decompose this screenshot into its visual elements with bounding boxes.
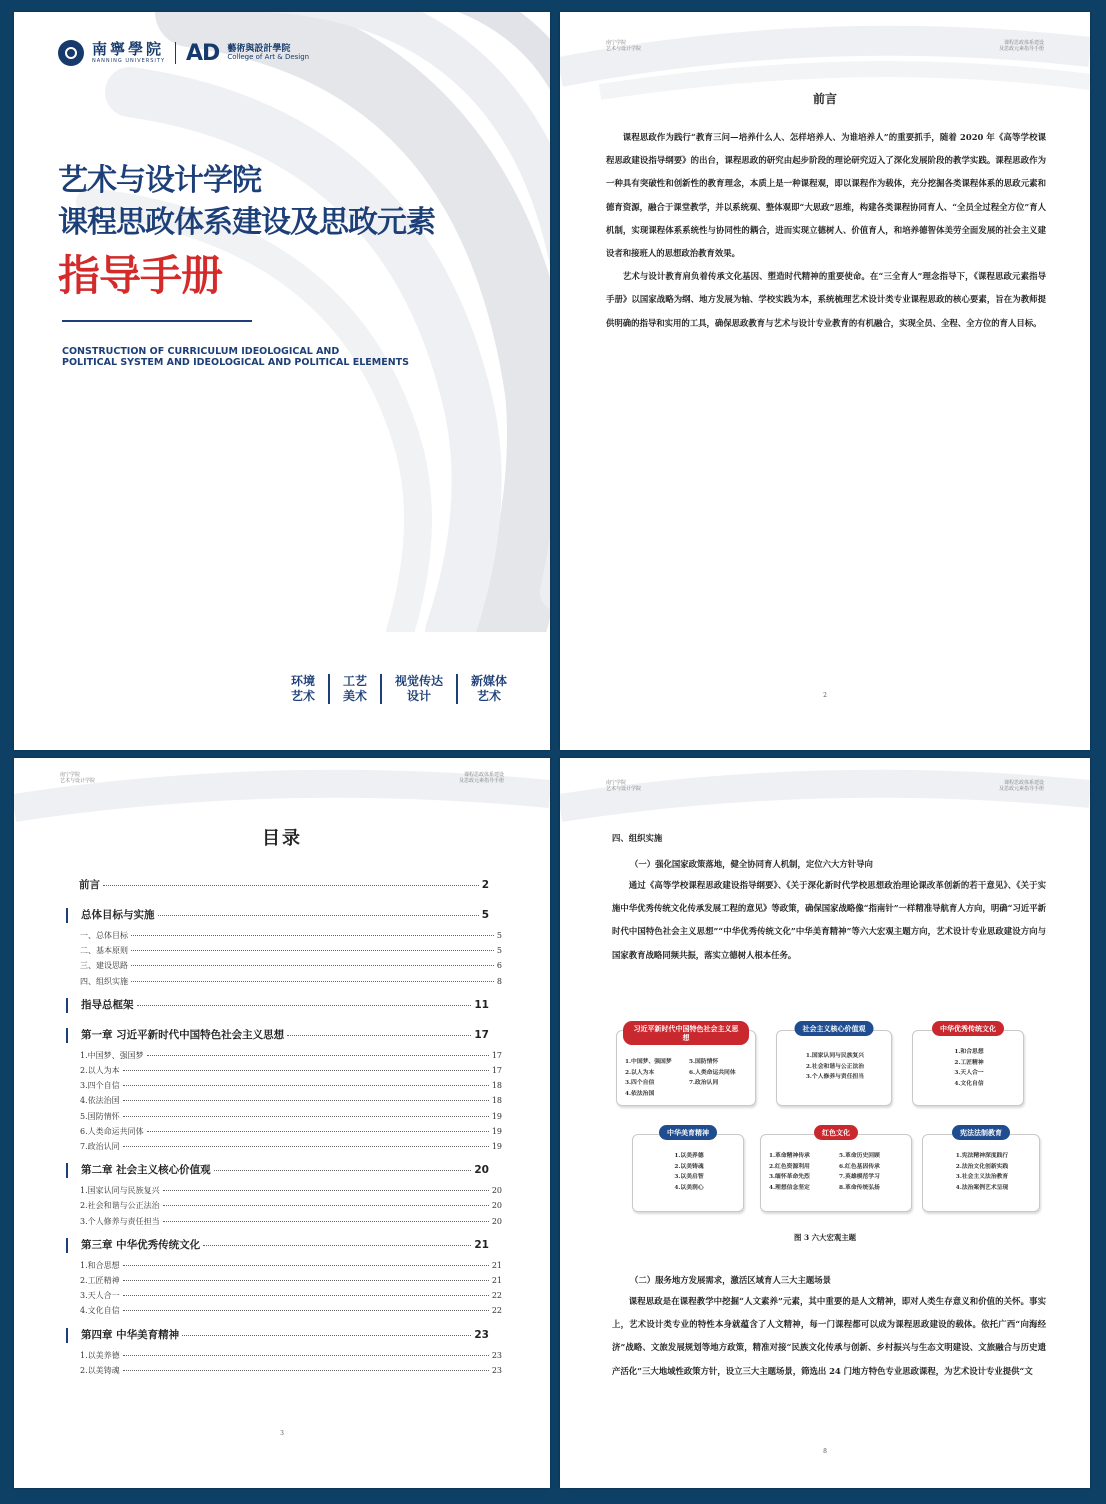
theme-item: 5.革命历史回顾 (839, 1153, 880, 1159)
header-text: 艺术与设计学院 (606, 46, 642, 52)
cover-english-line-1: CONSTRUCTION OF CURRICULUM IDEOLOGICAL AND (62, 346, 340, 357)
toc-entry-title: 2.工匠精神 (80, 1276, 120, 1286)
major-item (380, 674, 456, 704)
toc-page (14, 758, 550, 1488)
toc-leader-dots (147, 1055, 489, 1056)
toc-entry-page: 2 (481, 879, 489, 891)
body-paragraph: 通过《高等学校课程思政建设指导纲要》、《关于深化新时代学校思想政治理论课改革创新的若干意见》、《关于实施中华优秀传统文化传承发展工程的意见》等政策，确保国家战略像“指南针”一样精准导航育人方向，明确“习近平新时代中国特色社会主义思想”“中华优秀传统文化”中华美育精神”等六大宏观主题方向，艺术设计专业思政建设方向与国家教育战略同频共振，落实立德树人根本任务。 (612, 880, 1046, 960)
running-header-right (999, 780, 1044, 792)
toc-entry-page: 18 (491, 1096, 502, 1106)
theme-item (689, 1089, 749, 1100)
toc-entry[interactable] (66, 974, 502, 989)
page-number: 3 (280, 1430, 284, 1437)
toc-entry-title: 3.四个自信 (80, 1081, 120, 1091)
toc-leader-dots (163, 1205, 489, 1206)
toc-entry-title: 第三章 中华优秀传统文化 (81, 1238, 201, 1251)
theme-item: 2.红色资源利用 (769, 1163, 810, 1170)
toc-entry-title: 一、总体目标 (80, 931, 128, 940)
college-name-cn: 藝術與設計學院 (227, 43, 291, 54)
theme-box (776, 1024, 892, 1106)
header-text: 课程思政体系建设 (463, 772, 504, 778)
theme-item: 6.红色基因传承 (839, 1163, 880, 1170)
cover-english-title (62, 346, 462, 368)
theme-item: 7.英雄模范学习 (839, 1174, 880, 1180)
running-header-left (606, 780, 641, 792)
preface-body (606, 126, 1046, 335)
college-logo-mark: AD (186, 40, 220, 66)
toc-entry-page: 17 (474, 1028, 489, 1041)
toc-entry-page: 19 (491, 1111, 502, 1121)
theme-item: 1.国家认同与民族复兴 (805, 1053, 865, 1059)
toc-entry-title: 6.人类命运共同体 (80, 1126, 144, 1136)
toc-leader-dots (131, 935, 494, 936)
theme-item: 2.以美铸魂 (674, 1163, 704, 1170)
theme-items (769, 1151, 905, 1193)
cover-page (14, 12, 550, 750)
preface-title: 前言 (812, 92, 837, 106)
toc-entry-title: 1.国家认同与民族复兴 (80, 1186, 160, 1196)
toc-entry-page: 20 (491, 1216, 502, 1226)
theme-box (616, 1024, 756, 1106)
header-text: 课程思政体系建设 (1003, 40, 1044, 46)
theme-title: 宪法法制教育 (952, 1125, 1010, 1140)
toc-entry-title: 5.国防情怀 (80, 1111, 120, 1121)
theme-item: 2.法治文化创新实践 (955, 1163, 1009, 1170)
toc-leader-dots (131, 950, 494, 951)
preface-paragraph: 艺术与设计教育肩负着传承文化基因、塑造时代精神的重要使命。在“三全育人”理念指导下，《课程思政元素指导手册》以国家战略为纲、地方发展为轴、学校实践为本，系统梳理艺术设计类专业课程思政的核心要素，旨在为教师提供明确的指导和实用的工具，确保思政教育与艺术与设计专业教育的有机融合，实现全员、全程、全方位的育人目标。 (606, 271, 1046, 328)
toc-entry[interactable] (66, 1348, 502, 1363)
cover-title-line-3: 指导手册 (58, 251, 223, 300)
theme-box (760, 1128, 912, 1212)
theme-item: 3.个人修养与责任担当 (805, 1074, 865, 1080)
theme-item: 2.社会和谐与公正法治 (805, 1063, 865, 1070)
toc-leader-dots (203, 1245, 471, 1246)
toc-leader-dots (163, 1221, 489, 1222)
toc-entry-title: 2.以美铸魂 (80, 1365, 120, 1375)
toc-entry[interactable] (66, 1303, 502, 1318)
theme-box (922, 1128, 1040, 1212)
major-line: 美术 (342, 689, 367, 703)
section-body (612, 874, 1046, 967)
toc-entry-title: 4.文化自信 (80, 1306, 120, 1316)
cover-divider (62, 320, 252, 322)
toc-entry-page: 5 (496, 931, 502, 940)
theme-item: 3.以美启智 (674, 1174, 704, 1180)
theme-item: 3.缅怀革命先烈 (769, 1174, 810, 1180)
theme-title: 红色文化 (814, 1125, 858, 1140)
toc-leader-dots (147, 1131, 489, 1132)
university-seal-icon (58, 40, 84, 66)
theme-item: 2.以人为本 (625, 1069, 655, 1076)
toc-entry-title: 第一章 习近平新时代中国特色社会主义思想 (81, 1028, 285, 1041)
toc-entry-page: 23 (474, 1328, 489, 1341)
toc-entry[interactable] (66, 958, 502, 973)
university-name-cn: 南寧學院 (92, 40, 165, 58)
toc-leader-dots (131, 965, 494, 966)
toc-entry-page: 19 (491, 1142, 502, 1152)
toc-entry-title: 前言 (79, 879, 100, 891)
preface-page (560, 12, 1090, 750)
toc-entry[interactable] (66, 1093, 502, 1108)
cover-title-block (58, 160, 435, 306)
toc-title: 目录 (262, 828, 302, 849)
theme-item: 5.国防情怀 (689, 1059, 719, 1065)
major-item (456, 674, 520, 704)
toc-entry-page: 11 (474, 998, 489, 1011)
theme-title: 习近平新时代中国特色社会主义思想 (623, 1021, 749, 1045)
toc-entry[interactable] (66, 1258, 502, 1273)
toc-entry[interactable] (66, 1048, 502, 1063)
logo-bar (58, 40, 309, 66)
cover-title-line-1: 艺术与设计学院 (58, 163, 261, 198)
theme-item: 1.中国梦、强国梦 (625, 1059, 672, 1065)
toc-entry-page: 19 (491, 1126, 502, 1136)
toc-entry-page: 20 (491, 1186, 502, 1196)
toc-list (66, 878, 502, 1378)
toc-entry-title: 1.以美养德 (80, 1350, 120, 1360)
toc-leader-dots (123, 1265, 489, 1266)
header-text: 南宁学院 (606, 780, 627, 786)
toc-entry[interactable] (66, 1238, 502, 1253)
toc-entry[interactable] (66, 1214, 502, 1229)
header-text: 及思政元素指导手册 (458, 778, 504, 784)
toc-leader-dots (123, 1355, 489, 1356)
toc-entry[interactable] (66, 1363, 502, 1378)
toc-entry-title: 3.天人合一 (80, 1291, 120, 1301)
cover-title-line-2: 课程思政体系建设及思政元素 (58, 205, 435, 240)
major-item (278, 674, 328, 704)
subsection-heading: （一）强化国家政策落地，健全协同育人机制，定位六大方针导向 (630, 859, 873, 869)
toc-entry-title: 第四章 中华美育精神 (81, 1328, 180, 1341)
theme-item: 1.革命精神传承 (769, 1153, 810, 1159)
toc-entry[interactable] (66, 1139, 502, 1154)
toc-entry-page: 20 (474, 1164, 489, 1177)
header-text: 及思政元素指导手册 (998, 46, 1044, 52)
toc-entry-page: 22 (491, 1291, 502, 1301)
toc-entry-page: 18 (491, 1081, 502, 1091)
running-header-right (999, 40, 1044, 52)
theme-title: 中华优秀传统文化 (932, 1021, 1004, 1036)
toc-leader-dots (123, 1100, 489, 1101)
major-item (328, 674, 380, 704)
running-header-right (459, 772, 504, 784)
majors-list (278, 674, 520, 704)
toc-entry-page: 5 (496, 946, 502, 956)
major-line: 艺术 (476, 689, 501, 703)
theme-item: 1.以美养德 (674, 1153, 704, 1159)
header-text: 南宁学院 (60, 772, 81, 778)
toc-leader-dots (182, 1335, 471, 1336)
toc-leader-dots (163, 1190, 489, 1191)
theme-item: 4.法治案例艺术呈现 (955, 1184, 1009, 1191)
brush-stroke-graphic (70, 12, 550, 632)
major-line: 艺术 (290, 689, 315, 703)
header-text: 艺术与设计学院 (606, 786, 642, 792)
toc-entry[interactable] (66, 908, 502, 923)
toc-leader-dots (123, 1116, 489, 1117)
preface-paragraph: 课程思政作为践行“教育三问—培养什么人、怎样培养人、为谁培养人”的重要抓手，随着 2020 年《高等学校课程思政建设指导纲要》的出台，课程思政的研究由起步阶段的理论研究迈入了深化发展阶段的教学实践。课程思政作为一种具有突破性和创新性的教育理念，本质上是一种课程观，即以课程作为载体，充分挖掘各类课程体系的思政元素和德育资源，融合于课堂教学，并以系统观、整体观即“大思政”思维，构建各类课程协同育人、“全员全过程全方位”育人机制，实现课程体系系统性与协同性的耦合，进而实现立德树人、价值育人，和培养德智体美劳全面发展的社会主义建设者和接班人的思想政治教育效果。 (606, 132, 1046, 259)
theme-item: 2.工匠精神 (954, 1059, 984, 1066)
university-logo (92, 42, 165, 64)
toc-entry-title: 四、组织实施 (80, 976, 128, 986)
theme-item: 4.以美润心 (674, 1184, 704, 1191)
college-name-en: College of Art & Design (227, 53, 310, 62)
toc-entry[interactable] (66, 928, 502, 943)
toc-entry[interactable] (66, 1163, 502, 1178)
section-body (612, 1290, 1046, 1383)
major-line: 工艺 (342, 674, 367, 688)
theme-item: 3.社会主义法治教育 (955, 1174, 1009, 1180)
toc-entry[interactable] (66, 1273, 502, 1288)
implementation-page (560, 758, 1090, 1488)
theme-items (931, 1151, 1033, 1193)
theme-item: 1.和合思想 (954, 1049, 984, 1055)
toc-entry-page: 23 (491, 1365, 502, 1375)
toc-leader-dots (214, 1170, 472, 1171)
cover-english-line-2: POLITICAL SYSTEM AND IDEOLOGICAL AND POLITICAL ELEMENTS (62, 357, 409, 368)
toc-entry-page: 21 (491, 1260, 502, 1270)
toc-entry-title: 二、基本原则 (80, 946, 128, 956)
theme-item: 3.天人合一 (954, 1070, 984, 1076)
toc-entry-title: 1.中国梦、强国梦 (80, 1050, 144, 1060)
toc-leader-dots (103, 885, 479, 886)
toc-entry-title: 三、建设思路 (80, 961, 128, 971)
toc-entry-title: 2.以人为本 (80, 1066, 120, 1076)
header-text: 课程思政体系建设 (1003, 780, 1044, 786)
running-header-left (606, 40, 641, 52)
toc-leader-dots (123, 1070, 489, 1071)
theme-item: 4.依法治国 (625, 1090, 655, 1097)
figure-caption: 图 3 六大宏观主题 (793, 1233, 857, 1242)
toc-entry-page: 17 (491, 1050, 502, 1060)
toc-entry-page: 23 (491, 1350, 502, 1360)
theme-box (912, 1024, 1024, 1106)
toc-entry-page: 20 (491, 1201, 502, 1211)
six-themes-diagram (608, 1016, 1048, 1242)
theme-item: 4.理想信念坚定 (769, 1184, 810, 1191)
theme-title: 中华美育精神 (659, 1125, 717, 1140)
toc-leader-dots (123, 1146, 489, 1147)
toc-entry-title: 第二章 社会主义核心价值观 (81, 1164, 211, 1177)
toc-entry-title: 3.个人修养与责任担当 (80, 1216, 160, 1226)
header-text: 艺术与设计学院 (60, 778, 96, 784)
toc-leader-dots (123, 1295, 489, 1296)
theme-item: 7.政治认同 (689, 1080, 719, 1086)
toc-entry-page: 5 (481, 909, 489, 921)
theme-box (632, 1128, 744, 1212)
page-number: 8 (823, 1448, 827, 1455)
major-line: 新媒体 (470, 674, 507, 688)
major-line: 环境 (290, 674, 315, 688)
toc-entry[interactable] (66, 1109, 502, 1124)
university-name-en: NANNING UNIVERSITY (92, 58, 166, 64)
theme-item: 3.四个自信 (625, 1080, 655, 1086)
body-paragraph: 课程思政是在课程教学中挖掘“人文素养”元素，其中重要的是人文精神，即对人类生存意义和价值的关怀。事实上，艺术设计类专业的特性本身就蕴含了人文精神，每一门课程都可以成为课程思政建设的载体。依托广西“向海经济”战略、文旅发展规划等地方政策，精准对接“民族文化传承与创新、乡村振兴与生态文明建设、文旅融合与历史遗产活化”三大地域性政策方针，设立三大主题场景，筛选出 24 门地方特色专业思政课程，为艺术设计专业提供“文 (612, 1296, 1046, 1376)
toc-entry-page: 17 (491, 1066, 502, 1076)
toc-entry[interactable] (66, 1028, 502, 1043)
toc-leader-dots (131, 981, 494, 982)
toc-leader-dots (123, 1085, 489, 1086)
toc-leader-dots (158, 915, 479, 916)
logo-divider (175, 42, 176, 64)
toc-entry-title: 7.政治认同 (80, 1142, 120, 1152)
theme-items (625, 1057, 749, 1099)
theme-items (641, 1151, 737, 1193)
toc-leader-dots (137, 1005, 472, 1006)
theme-item: 4.文化自信 (954, 1080, 984, 1087)
toc-entry-page: 8 (496, 976, 502, 986)
toc-leader-dots (123, 1280, 489, 1281)
toc-entry[interactable] (66, 1124, 502, 1139)
theme-items (921, 1047, 1017, 1089)
theme-title: 社会主义核心价值观 (795, 1021, 874, 1036)
toc-entry-title: 2.社会和谐与公正法治 (80, 1201, 160, 1211)
header-text: 南宁学院 (606, 40, 627, 46)
college-logo (227, 45, 309, 62)
theme-items (785, 1051, 885, 1083)
running-header-left (60, 772, 95, 784)
toc-entry[interactable] (66, 998, 502, 1013)
toc-entry[interactable] (66, 1198, 502, 1213)
toc-entry[interactable] (66, 878, 502, 893)
toc-entry-title: 4.依法治国 (80, 1096, 120, 1106)
header-text: 及思政元素指导手册 (998, 786, 1044, 792)
toc-entry-title: 总体目标与实施 (81, 909, 155, 921)
toc-entry-title: 指导总框架 (81, 998, 134, 1011)
toc-entry-page: 21 (474, 1238, 489, 1251)
major-line: 视觉传达 (394, 674, 443, 688)
toc-entry-page: 22 (491, 1306, 502, 1316)
toc-entry[interactable] (66, 1078, 502, 1093)
toc-leader-dots (287, 1035, 471, 1036)
theme-item: 6.人类命运共同体 (689, 1069, 736, 1076)
subsection-heading: （二）服务地方发展需求，激活区域育人三大主题场景 (630, 1275, 831, 1285)
toc-entry[interactable] (66, 1063, 502, 1078)
page-number: 2 (823, 692, 827, 699)
major-line: 设计 (406, 689, 431, 703)
toc-entry[interactable] (66, 1183, 502, 1198)
toc-leader-dots (123, 1310, 489, 1311)
toc-entry[interactable] (66, 1328, 502, 1343)
theme-item: 8.革命传统弘扬 (839, 1184, 880, 1191)
toc-entry[interactable] (66, 943, 502, 958)
toc-entry[interactable] (66, 1288, 502, 1303)
toc-entry-page: 6 (496, 961, 502, 971)
toc-leader-dots (123, 1370, 489, 1371)
theme-item: 1.宪法精神深度践行 (955, 1153, 1009, 1159)
toc-entry-title: 1.和合思想 (80, 1260, 120, 1270)
toc-entry-page: 21 (491, 1276, 502, 1286)
section-heading: 四、组织实施 (612, 833, 663, 843)
